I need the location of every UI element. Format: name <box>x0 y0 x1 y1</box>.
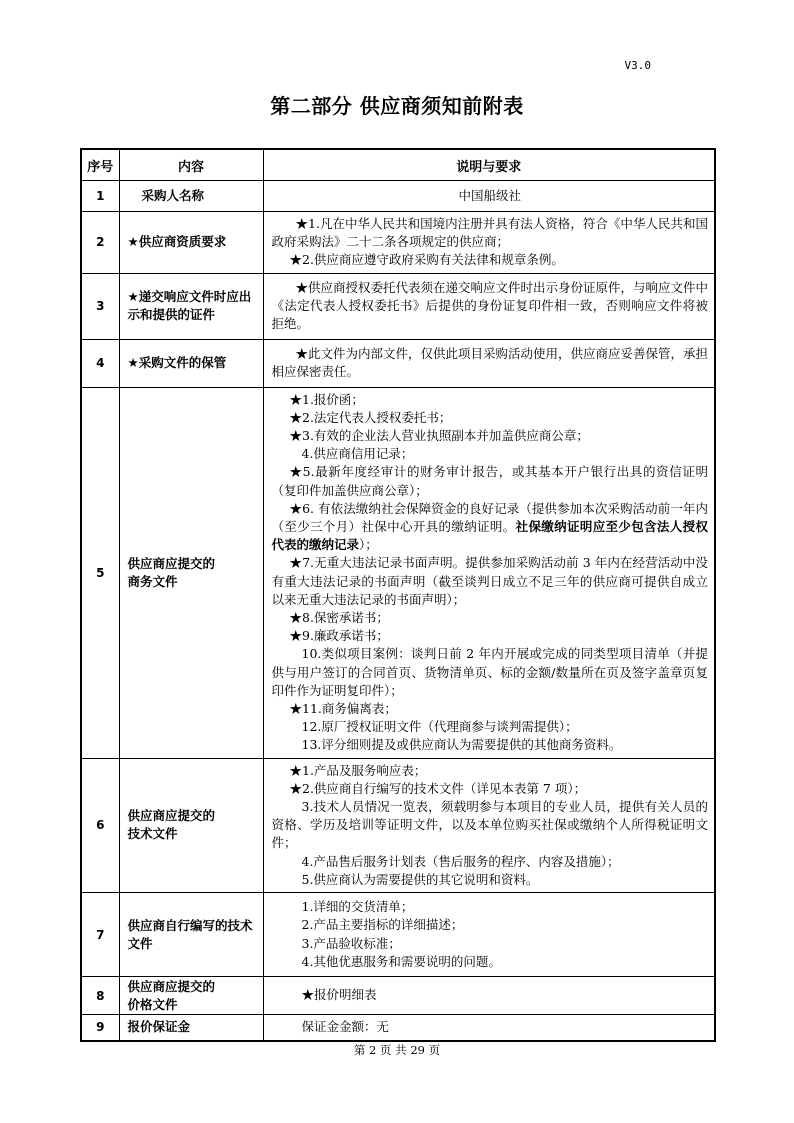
row-number: 9 <box>81 1015 119 1041</box>
row-number: 3 <box>81 273 119 339</box>
desc-line: ★2.供应商应遵守政府采购有关法律和规章条例。 <box>289 252 564 268</box>
row-item-line: 价格文件 <box>127 996 178 1012</box>
table-row <box>81 387 715 758</box>
desc-line: 3.产品验收标准； <box>301 935 401 951</box>
desc-line: ★2.法定代表人授权委托书； <box>289 409 452 425</box>
row-number: 8 <box>81 977 119 1015</box>
row-item-line: 商务文件 <box>127 573 178 589</box>
row-desc <box>263 273 715 339</box>
desc-line: 保证金金额：无 <box>301 1019 390 1035</box>
header-desc: 说明与要求 <box>263 149 715 181</box>
table-row <box>81 977 715 1015</box>
row-number: 7 <box>81 893 119 977</box>
desc-line <box>272 500 709 555</box>
table-row <box>81 1015 715 1041</box>
desc-line: ★8.保密承诺书； <box>289 610 389 626</box>
desc-line: ★11.商务偏离表； <box>289 701 397 717</box>
desc-line: ★3.有效的企业法人营业执照副本并加盖供应商公章； <box>289 428 589 444</box>
row-item <box>119 387 263 758</box>
desc-line: 4.产品售后服务计划表（售后服务的程序、内容及措施）； <box>301 853 620 869</box>
table-row <box>81 339 715 387</box>
row-item <box>119 758 263 892</box>
desc-line: ★1.产品及服务响应表； <box>289 762 427 778</box>
desc-line: 13.评分细则提及或供应商认为需要提供的其他商务资料。 <box>301 737 622 753</box>
desc-line: 5.供应商认为需要提供的其它说明和资料。 <box>301 871 539 887</box>
desc-line: ★5.最新年度经审计的财务审计报告，或其基本开户银行出具的资信证明（复印件加盖供应商公章）； <box>271 464 708 498</box>
table-header-row <box>81 149 715 181</box>
table-row <box>81 893 715 977</box>
row-item: ★递交响应文件时应出示和提供的证件 <box>119 273 263 339</box>
row-item: ★采购文件的保管 <box>119 339 263 387</box>
row-item: 报价保证金 <box>119 1015 263 1041</box>
row-item <box>119 977 263 1015</box>
desc-line: 2.产品主要指标的详细描述； <box>301 917 464 933</box>
desc-line: 1.详细的交货清单； <box>301 899 414 915</box>
row-item: ★供应商资质要求 <box>119 212 263 274</box>
desc-text: ）； <box>359 537 378 553</box>
desc-line: ★2.供应商自行编写的技术文件（详见本表第 7 项）； <box>289 780 587 796</box>
desc-line: 4.其他优惠服务和需要说明的问题。 <box>301 953 501 969</box>
row-number: 1 <box>81 181 119 212</box>
row-desc <box>263 758 715 892</box>
row-desc <box>263 339 715 387</box>
desc-text: ★6. 有依法缴纳社会保障资金的良好记录（提供参加本次采购活动前一年内（至少三个月）社保中心开具的缴纳证明。 <box>271 500 708 535</box>
row-item-line: 供应商应提交的 <box>127 978 216 994</box>
desc-line: 12.原厂授权证明文件（代理商参与谈判需提供）； <box>301 719 578 735</box>
desc-line: ★报价明细表 <box>301 987 377 1003</box>
header-item: 内容 <box>119 149 263 181</box>
row-desc <box>263 1015 715 1041</box>
page-footer: 第 2 页 共 29 页 <box>353 1043 441 1057</box>
row-desc <box>263 893 715 977</box>
table-row <box>81 273 715 339</box>
row-item-text: 采购人名称 <box>141 188 205 203</box>
row-desc: 中国船级社 <box>263 181 715 212</box>
row-number: 2 <box>81 212 119 274</box>
row-item-line: 供应商应提交的 <box>127 555 216 571</box>
row-desc <box>263 212 715 274</box>
desc-line: ★9.廉政承诺书； <box>289 628 389 644</box>
desc-line: ★1.凡在中华人民共和国境内注册并具有法人资格，符合《中华人民共和国政府采购法》二十二条各项规定的供应商； <box>271 216 708 250</box>
table-row <box>81 212 715 274</box>
row-number: 6 <box>81 758 119 892</box>
desc-line: ★7.无重大违法记录书面声明。提供参加采购活动前 3 年内在经营活动中没有重大违法记录的书面声明（截至谈判日成立不足三年的供应商可提供自成立以来无重大违法记录的书面声明）； <box>271 555 708 607</box>
desc-line: ★供应商授权委托代表须在递交响应文件时出示身份证原件，与响应文件中《法定代表人授权委托书》后提供的身份证复印件相一致，否则响应文件将被拒绝。 <box>271 279 709 332</box>
table-row <box>81 758 715 892</box>
header-no: 序号 <box>81 149 119 181</box>
page-title: 第二部分 供应商须知前附表 <box>270 94 524 118</box>
desc-line: ★此文件为内部文件，仅供此项目采购活动使用，供应商应妥善保管，承担相应保密责任。 <box>271 345 709 380</box>
desc-line: 4.供应商信用记录； <box>301 446 414 462</box>
table-row <box>81 181 715 212</box>
row-item: 供应商自行编写的技术文件 <box>119 893 263 977</box>
row-item <box>119 181 263 212</box>
row-desc <box>263 977 715 1015</box>
desc-emphasis: 社保缴纳证明应至少包含法人授权代表的缴纳记录 <box>271 519 708 553</box>
version-label: V3.0 <box>624 59 651 72</box>
row-desc <box>263 387 715 758</box>
desc-line: ★1.报价函； <box>289 391 364 407</box>
desc-line: 3.技术人员情况一览表，须载明参与本项目的专业人员，提供有关人员的资格、学历及培训等证明文件，以及本单位购买社保或缴纳个人所得税证明文件； <box>271 799 708 851</box>
row-number: 4 <box>81 339 119 387</box>
row-item-line: 技术文件 <box>127 826 178 842</box>
row-number: 5 <box>81 387 119 758</box>
requirements-table <box>80 148 716 1042</box>
row-item-line: 供应商应提交的 <box>127 808 216 824</box>
desc-line: 10.类似项目案例：谈判日前 2 年内开展或完成的同类型项目清单（并提供与用户签订的合同首页、货物清单页、标的金额/数量所在页及签字盖章页复印件作为证明复印件）； <box>271 646 708 698</box>
